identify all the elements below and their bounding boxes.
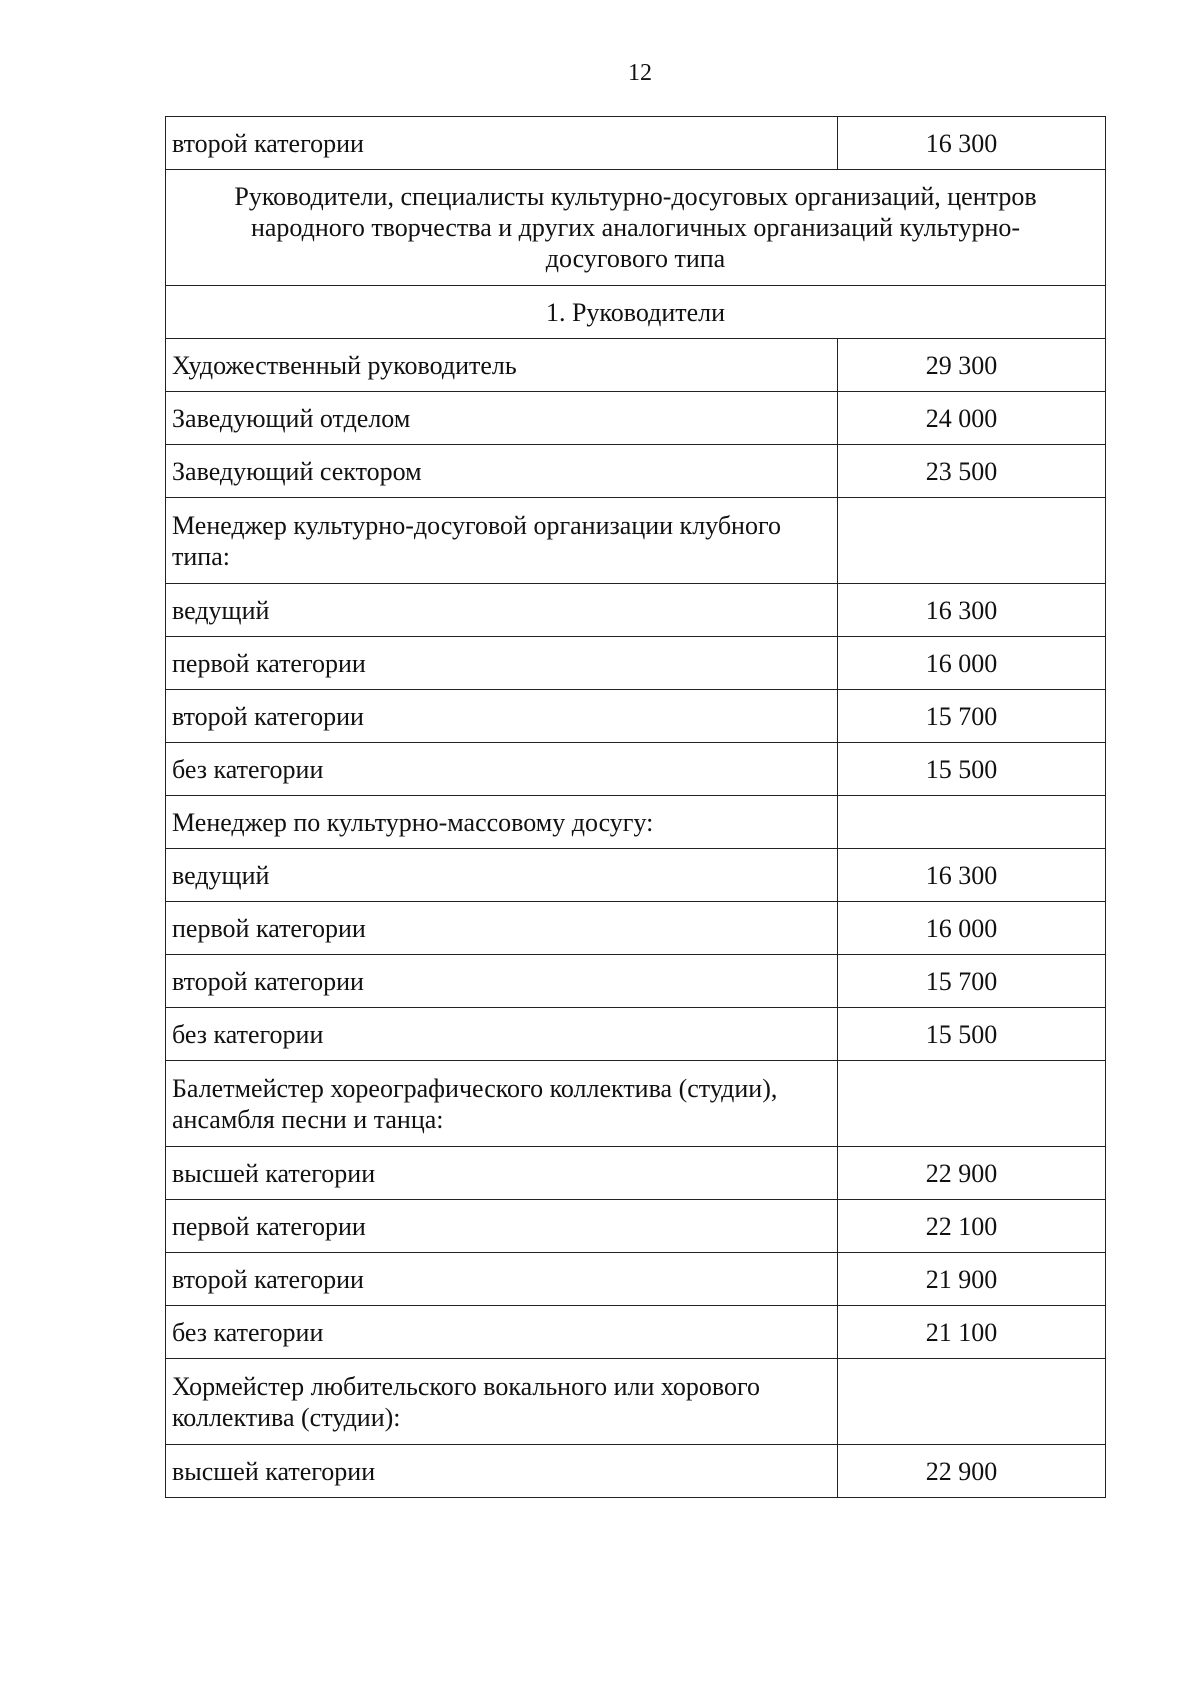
salary-value-cell: 22 100 xyxy=(838,1200,1106,1253)
table-row xyxy=(166,117,1106,170)
table-row xyxy=(166,1147,1106,1200)
salary-value-cell xyxy=(838,498,1106,584)
salary-value-cell xyxy=(838,796,1106,849)
position-title-cell: без категории xyxy=(166,1306,838,1359)
salary-value-cell: 16 300 xyxy=(838,849,1106,902)
salary-value-cell: 16 300 xyxy=(838,584,1106,637)
position-title-cell: второй категории xyxy=(166,1253,838,1306)
salary-value-cell: 21 100 xyxy=(838,1306,1106,1359)
position-title-cell: первой категории xyxy=(166,902,838,955)
table-row xyxy=(166,902,1106,955)
table-row xyxy=(166,445,1106,498)
table-row xyxy=(166,1061,1106,1147)
position-title-cell: второй категории xyxy=(166,955,838,1008)
position-title-cell: высшей категории xyxy=(166,1147,838,1200)
position-title-cell: Художественный руководитель xyxy=(166,339,838,392)
table-group-heading-row xyxy=(166,170,1106,286)
salary-value-cell xyxy=(838,1061,1106,1147)
salary-value-cell: 22 900 xyxy=(838,1445,1106,1498)
salary-value-cell: 24 000 xyxy=(838,392,1106,445)
table-row xyxy=(166,690,1106,743)
salary-value-cell: 21 900 xyxy=(838,1253,1106,1306)
salary-value-cell: 15 500 xyxy=(838,1008,1106,1061)
table-row xyxy=(166,498,1106,584)
table-row xyxy=(166,796,1106,849)
group-heading: Руководители, специалисты культурно-досуговых организаций, центров народного творчества и других аналогичных организаций культурно-досугового типа xyxy=(166,170,1106,286)
position-title-cell: второй категории xyxy=(166,690,838,743)
salary-value-cell: 16 300 xyxy=(838,117,1106,170)
table-row xyxy=(166,1359,1106,1445)
table-row xyxy=(166,743,1106,796)
table-row xyxy=(166,849,1106,902)
table-row xyxy=(166,1200,1106,1253)
position-title-cell: высшей категории xyxy=(166,1445,838,1498)
page-number: 12 xyxy=(628,60,652,86)
table-row xyxy=(166,584,1106,637)
table-section-heading-row xyxy=(166,286,1106,339)
table-row xyxy=(166,955,1106,1008)
salary-value-cell: 16 000 xyxy=(838,637,1106,690)
salary-value-cell xyxy=(838,1359,1106,1445)
salary-value-cell: 23 500 xyxy=(838,445,1106,498)
position-title-cell: первой категории xyxy=(166,1200,838,1253)
position-title-cell: Заведующий сектором xyxy=(166,445,838,498)
position-title-cell: Хормейстер любительского вокального или хорового коллектива (студии): xyxy=(166,1359,838,1445)
table-row xyxy=(166,1253,1106,1306)
salary-value-cell: 15 700 xyxy=(838,955,1106,1008)
table-row xyxy=(166,1445,1106,1498)
position-title-cell: без категории xyxy=(166,743,838,796)
position-title-cell: Заведующий отделом xyxy=(166,392,838,445)
position-title-cell: ведущий xyxy=(166,584,838,637)
table-row xyxy=(166,637,1106,690)
table-row xyxy=(166,392,1106,445)
salary-table-body xyxy=(166,117,1106,1498)
salary-value-cell: 15 500 xyxy=(838,743,1106,796)
position-title-cell: второй категории xyxy=(166,117,838,170)
salary-value-cell: 16 000 xyxy=(838,902,1106,955)
salary-value-cell: 22 900 xyxy=(838,1147,1106,1200)
table-row xyxy=(166,339,1106,392)
salary-table xyxy=(165,116,1106,1498)
position-title-cell: Менеджер культурно-досуговой организации клубного типа: xyxy=(166,498,838,584)
position-title-cell: первой категории xyxy=(166,637,838,690)
salary-value-cell: 15 700 xyxy=(838,690,1106,743)
salary-value-cell: 29 300 xyxy=(838,339,1106,392)
position-title-cell: Балетмейстер хореографического коллектива (студии), ансамбля песни и танца: xyxy=(166,1061,838,1147)
position-title-cell: ведущий xyxy=(166,849,838,902)
position-title-cell: Менеджер по культурно-массовому досугу: xyxy=(166,796,838,849)
table-row xyxy=(166,1306,1106,1359)
table-row xyxy=(166,1008,1106,1061)
position-title-cell: без категории xyxy=(166,1008,838,1061)
section-heading: 1. Руководители xyxy=(166,286,1106,339)
